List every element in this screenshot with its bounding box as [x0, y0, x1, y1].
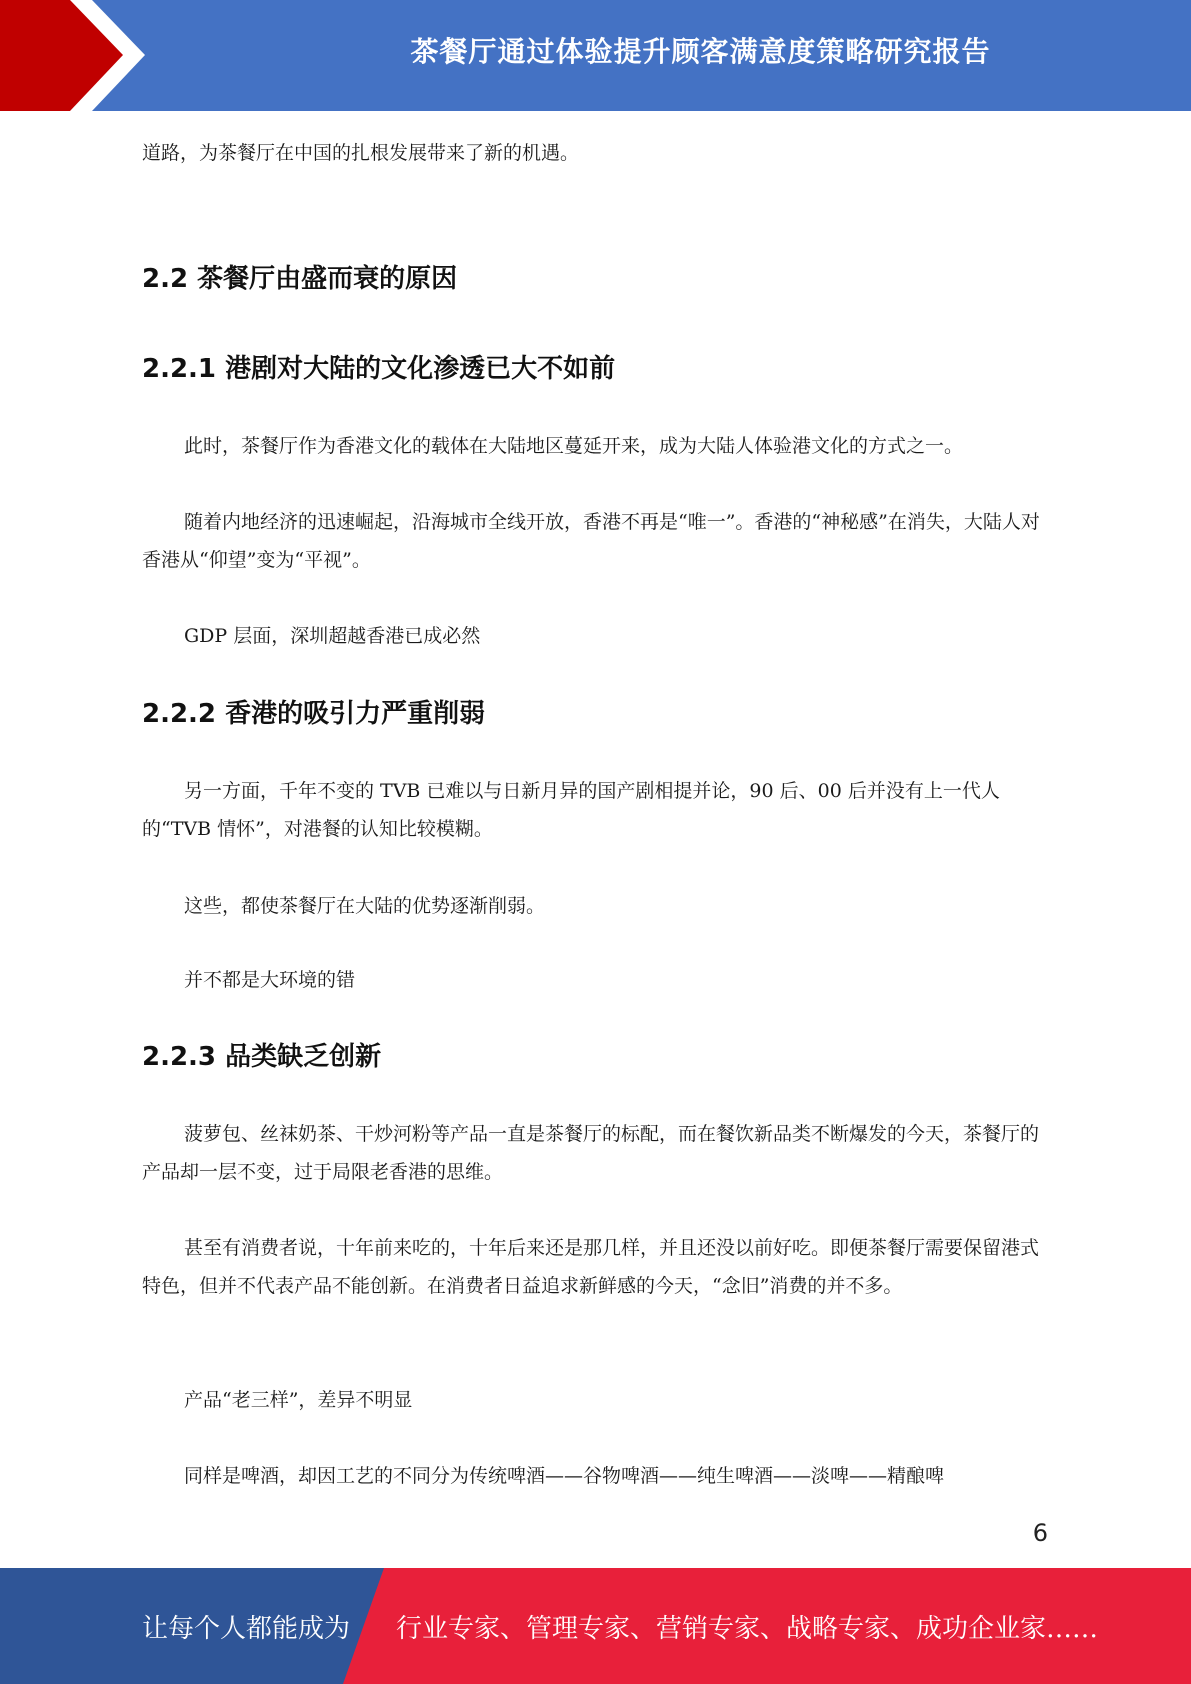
- paragraph-2-2-2-b: 这些，都使茶餐厅在大陆的优势逐渐削弱。: [184, 895, 546, 917]
- paragraph-2-2-2-c: 并不都是大环境的错: [184, 969, 356, 991]
- paragraph-2-2-2-a: 另一方面，千年不变的 TVB 已难以与日新月异的国产剧相提并论，90 后、00 后并没有上一代人的“TVB 情怀”，对港餐的认知比较模糊。: [142, 780, 1000, 840]
- heading-2-2: 2.2 茶餐厅由盛而衰的原因: [142, 264, 458, 294]
- footer-slogan-right: 行业专家、管理专家、营销专家、战略专家、成功企业家……: [396, 1613, 1099, 1644]
- paragraph-2-2-1-b: 随着内地经济的迅速崛起，沿海城市全线开放，香港不再是“唯一”。香港的“神秘感”在消失，大陆人对香港从“仰望”变为“平视”。: [142, 511, 1040, 571]
- paragraph-2-2-1-a: 此时，茶餐厅作为香港文化的载体在大陆地区蔓延开来，成为大陆人体验港文化的方式之一。: [184, 435, 964, 457]
- paragraph-2-2-3-b: 甚至有消费者说，十年前来吃的，十年后来还是那几样，并且还没以前好吃。即便茶餐厅需要保留港式特色，但并不代表产品不能创新。在消费者日益追求新鲜感的今天，“念旧”消费的并不多。: [142, 1237, 1040, 1297]
- paragraph-2-2-3-d: 同样是啤酒，却因工艺的不同分为传统啤酒——谷物啤酒——纯生啤酒——淡啤——精酿啤: [184, 1465, 945, 1487]
- heading-2-2-1: 2.2.1 港剧对大陆的文化渗透已大不如前: [142, 354, 616, 384]
- intro-tail-paragraph: 道路，为茶餐厅在中国的扎根发展带来了新的机遇。: [142, 142, 580, 164]
- heading-2-2-2: 2.2.2 香港的吸引力严重削弱: [142, 699, 486, 729]
- page-footer: [0, 1568, 1191, 1684]
- paragraph-2-2-3-c: 产品“老三样”，差异不明显: [184, 1389, 413, 1411]
- footer-slogan-left: 让每个人都能成为: [142, 1613, 351, 1644]
- paragraph-2-2-1-c: GDP 层面，深圳超越香港已成必然: [184, 625, 481, 647]
- report-title: 茶餐厅通过体验提升顾客满意度策略研究报告: [410, 35, 991, 68]
- page-number: 6: [1032, 1519, 1048, 1547]
- paragraph-2-2-3-a: 菠萝包、丝袜奶茶、干炒河粉等产品一直是茶餐厅的标配，而在餐饮新品类不断爆发的今天，茶餐厅的产品却一层不变，过于局限老香港的思维。: [142, 1123, 1040, 1183]
- heading-2-2-3: 2.2.3 品类缺乏创新: [142, 1042, 382, 1072]
- page-header: [0, 0, 1191, 111]
